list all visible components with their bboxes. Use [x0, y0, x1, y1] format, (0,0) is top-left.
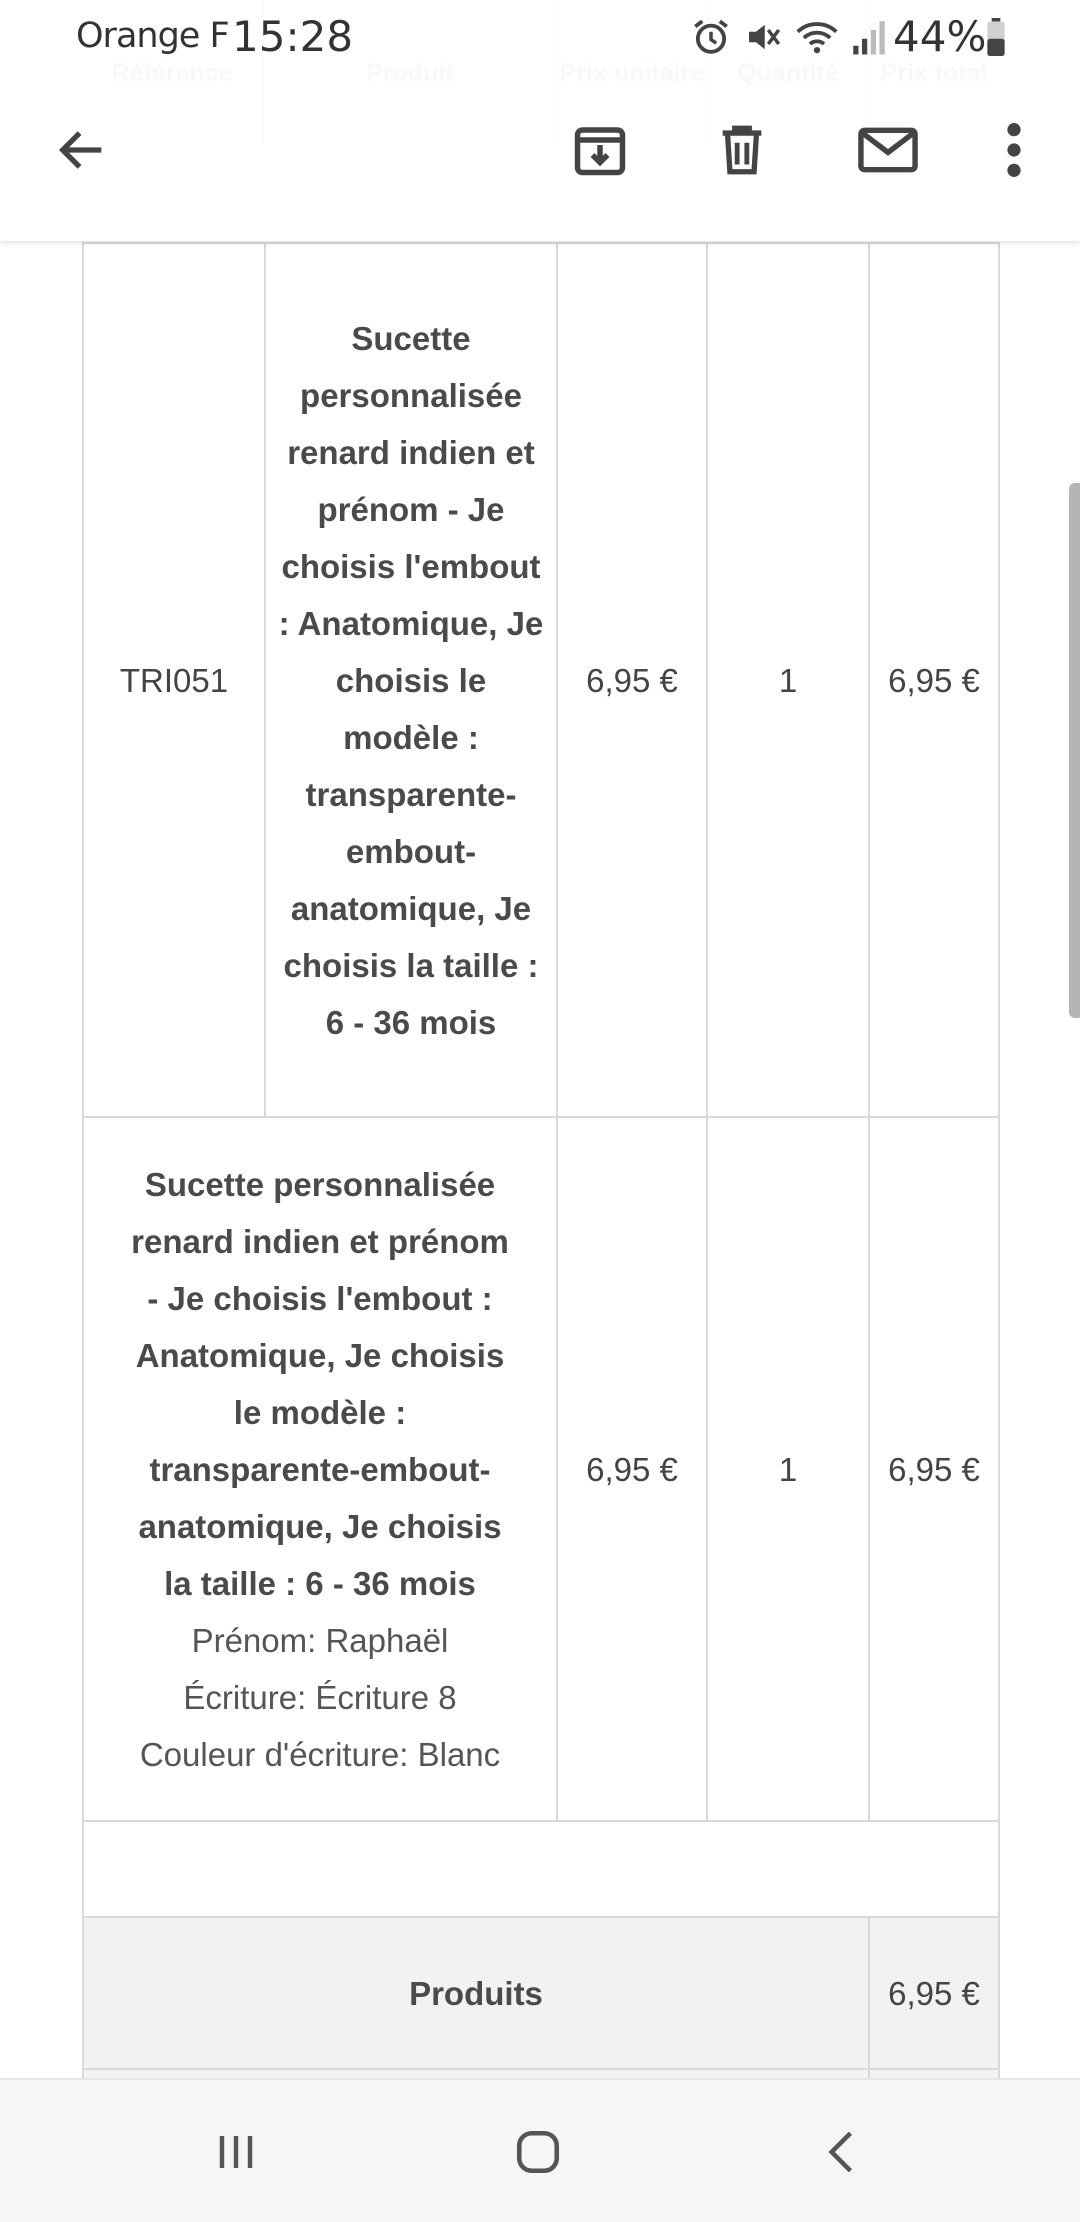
summary-value: 6,95 € — [869, 1917, 999, 2069]
home-button[interactable] — [488, 2110, 588, 2194]
archive-button[interactable] — [560, 110, 640, 190]
chevron-left-icon — [820, 2127, 860, 2177]
option-color: Couleur d'écriture: Blanc — [139, 1735, 501, 1773]
home-icon — [513, 2127, 563, 2177]
summary-row — [83, 1917, 999, 2069]
more-options-button[interactable] — [974, 110, 1054, 190]
product-detail-cell — [83, 1117, 557, 1821]
clock: 15:28 — [232, 12, 354, 61]
spacer-row — [83, 1821, 999, 1917]
spacer-cell — [83, 1821, 999, 1917]
battery-percent: 44% — [893, 12, 987, 61]
carrier-label: Orange F — [76, 16, 229, 56]
mute-icon — [742, 16, 784, 58]
app-bar — [0, 0, 1080, 241]
battery-icon — [985, 18, 1007, 56]
order-table — [82, 242, 1000, 2110]
more-vert-icon — [1004, 122, 1024, 178]
unit-price-cell: 6,95 € — [557, 243, 707, 1117]
total-cell: 6,95 € — [869, 1117, 999, 1821]
unit-price-cell: 6,95 € — [557, 1117, 707, 1821]
reference-cell: TRI051 — [83, 243, 265, 1117]
quantity-cell: 1 — [707, 1117, 869, 1821]
trash-icon — [713, 120, 771, 180]
table-row — [83, 243, 999, 1117]
quantity-cell: 1 — [707, 243, 869, 1117]
arrow-left-icon — [53, 121, 111, 179]
mark-unread-button[interactable] — [848, 110, 928, 190]
recent-apps-button[interactable] — [186, 2110, 286, 2194]
option-firstname: Prénom: Raphaël — [191, 1621, 449, 1659]
wifi-icon — [794, 16, 840, 58]
archive-icon — [570, 120, 630, 180]
total-cell: 6,95 € — [869, 243, 999, 1117]
delete-button[interactable] — [702, 110, 782, 190]
table-row — [83, 1117, 999, 1821]
product-name: Sucette personnalisée renard indien et prénom - Je choisis l'embout : Anatomique, Je choisis le modèle : transparente-embout-anatomique, Je choisis la taille : 6 - 36 mois — [131, 1165, 509, 1602]
status-bar — [0, 0, 1080, 78]
alarm-icon — [690, 16, 732, 58]
back-button[interactable] — [42, 110, 122, 190]
summary-label: Produits — [83, 1917, 869, 2069]
mail-icon — [856, 122, 920, 178]
recent-apps-icon — [212, 2128, 260, 2176]
scrollbar[interactable] — [1069, 483, 1080, 1018]
system-nav-bar — [0, 2078, 1080, 2222]
option-writing: Écriture: Écriture 8 — [183, 1678, 457, 1716]
system-back-button[interactable] — [790, 2110, 890, 2194]
status-icons — [690, 16, 888, 58]
product-cell: Sucette personnalisée renard indien et prénom - Je choisis l'embout : Anatomique, Je choisis le modèle : transparente-embout-anatomique, Je choisis la taille : 6 - 36 mois — [265, 243, 557, 1117]
signal-icon — [850, 16, 888, 58]
